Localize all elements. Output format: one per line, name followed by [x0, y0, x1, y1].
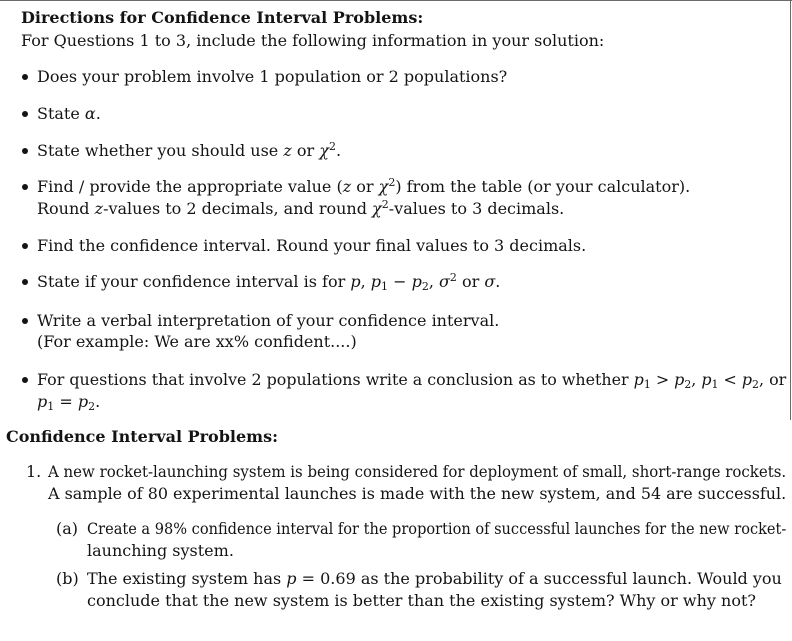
bullet-find-value-line1: Find / provide the appropriate value (z or $\chi^2$) from the table (or your calculator).: [37, 176, 691, 196]
bullet-dot: [22, 279, 28, 285]
bullet-dot: [22, 111, 28, 117]
bullet-find-interval: Find the confidence interval. Round your final values to 3 decimals.: [37, 236, 587, 255]
problems-title: Confidence Interval Problems:: [6, 427, 279, 446]
bullet-z-or-chi: State whether you should use z or $\chi^2$.: [37, 140, 342, 160]
bullet-verbal-line1: Write a verbal interpretation of your confidence interval.: [37, 311, 500, 330]
bullet-verbal-line2: (For example: We are xx% confident....): [37, 332, 357, 351]
part-b-line1: The existing system has p = 0.69 as the probability of a successful launch. Would you: [87, 569, 782, 588]
question-1-line2: A sample of 80 experimental launches is made with the new system, and 54 are successful.: [48, 484, 787, 503]
part-a-label: (a): [56, 519, 79, 538]
bullet-dot: [22, 184, 28, 190]
bullet-interval-for: State if your confidence interval is for p, $p_1 - p_2$, $\sigma^2$ or σ.: [37, 271, 501, 293]
bullet-dot: [22, 243, 28, 249]
directions-intro: For Questions 1 to 3, include the following information in your solution:: [21, 31, 605, 50]
bullet-dot: [22, 74, 28, 80]
bullet-find-value-line2: Round z-values to 2 decimals, and round $\chi^2$-values to 3 decimals.: [37, 198, 565, 218]
directions-title: Directions for Confidence Interval Problems:: [21, 8, 424, 27]
bullet-dot: [22, 377, 28, 383]
bullet-conclusion-line2: $p_1 = p_2$.: [37, 392, 101, 413]
part-a-line2: launching system.: [87, 541, 234, 560]
part-b-line2: conclude that the new system is better than the existing system? Why or why not?: [87, 591, 756, 610]
part-a-line1: Create a 98% confidence interval for the proportion of successful launches for the new rocket-: [87, 519, 787, 538]
bullet-conclusion-line1: For questions that involve 2 populations write a conclusion as to whether $p_1 > p_2$, $p_1 < p_2$, or: [37, 370, 787, 391]
bullet-population: Does your problem involve 1 population or 2 populations?: [37, 67, 508, 86]
part-b-label: (b): [56, 569, 79, 588]
bullet-alpha: State α.: [37, 104, 101, 123]
question-number: 1.: [26, 462, 42, 481]
bullet-dot: [22, 318, 28, 324]
question-1-line1: A new rocket-launching system is being considered for deployment of small, short-range rockets.: [48, 462, 787, 481]
bullet-dot: [22, 148, 28, 154]
